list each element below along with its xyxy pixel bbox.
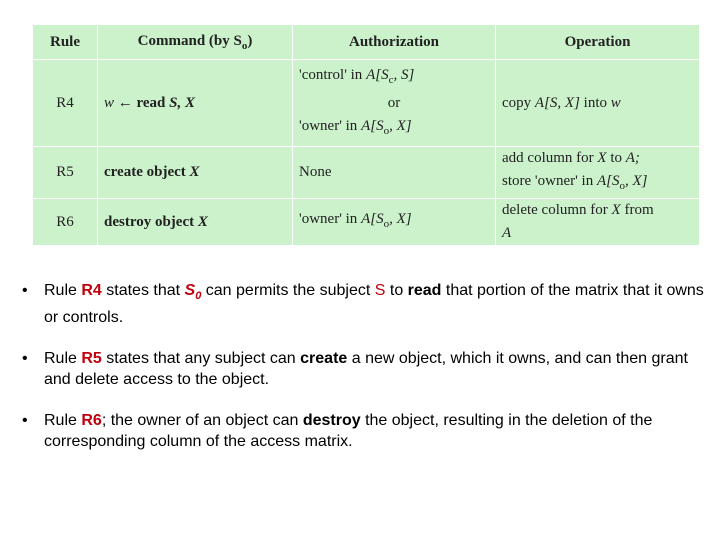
bullet-r5: • Rule R5 states that any subject can create a new object, which it owns, and can then grant and delete access to the object. bbox=[22, 350, 688, 389]
bullet-dot: • bbox=[22, 282, 28, 299]
operation-cell: delete column for X from A bbox=[496, 199, 700, 246]
rule-cell: R4 bbox=[33, 60, 98, 147]
command-cell: destroy object X bbox=[98, 199, 293, 246]
rule-cell: R6 bbox=[33, 199, 98, 246]
authorization-cell: None bbox=[293, 147, 496, 199]
header-operation: Operation bbox=[496, 25, 700, 60]
header-authorization: Authorization bbox=[293, 25, 496, 60]
operation-cell: add column for X to A; store 'owner' in $A[S_o$, X] bbox=[496, 147, 700, 199]
rule-cell: R5 bbox=[33, 147, 98, 199]
explanation-list bbox=[22, 280, 707, 472]
header-command: Command (by $S_o$) bbox=[98, 25, 293, 60]
header-rule: Rule bbox=[33, 25, 98, 60]
authorization-cell: 'owner' in $A[S_o$, X] bbox=[293, 199, 496, 246]
bullet-dot: • bbox=[22, 412, 28, 430]
rule-ref: R5 bbox=[81, 350, 102, 368]
bullet-dot: • bbox=[22, 350, 28, 368]
rules-table bbox=[32, 24, 700, 246]
operation-cell: copy A[S, X] into w bbox=[496, 60, 700, 147]
command-cell: create object X bbox=[98, 147, 293, 199]
rule-ref: R4 bbox=[81, 282, 102, 299]
table-row bbox=[33, 199, 700, 246]
table-row bbox=[33, 60, 700, 147]
rule-ref: R6 bbox=[81, 412, 102, 430]
bullet-r4: • Rule R4 states that $S_0$ can permits the subject S to read that portion of the matrix that it owns or controls. bbox=[22, 282, 704, 327]
bullet-r6: • Rule R6; the owner of an object can destroy the object, resulting in the deletion of the corresponding column of the access matrix. bbox=[22, 412, 653, 451]
table-row bbox=[33, 147, 700, 199]
header-row bbox=[33, 25, 700, 60]
authorization-cell: 'control' in $A[S_c$, S] or 'owner' in $A[S_o$, X] bbox=[293, 60, 496, 147]
command-cell: w ← read S, X bbox=[98, 60, 293, 147]
